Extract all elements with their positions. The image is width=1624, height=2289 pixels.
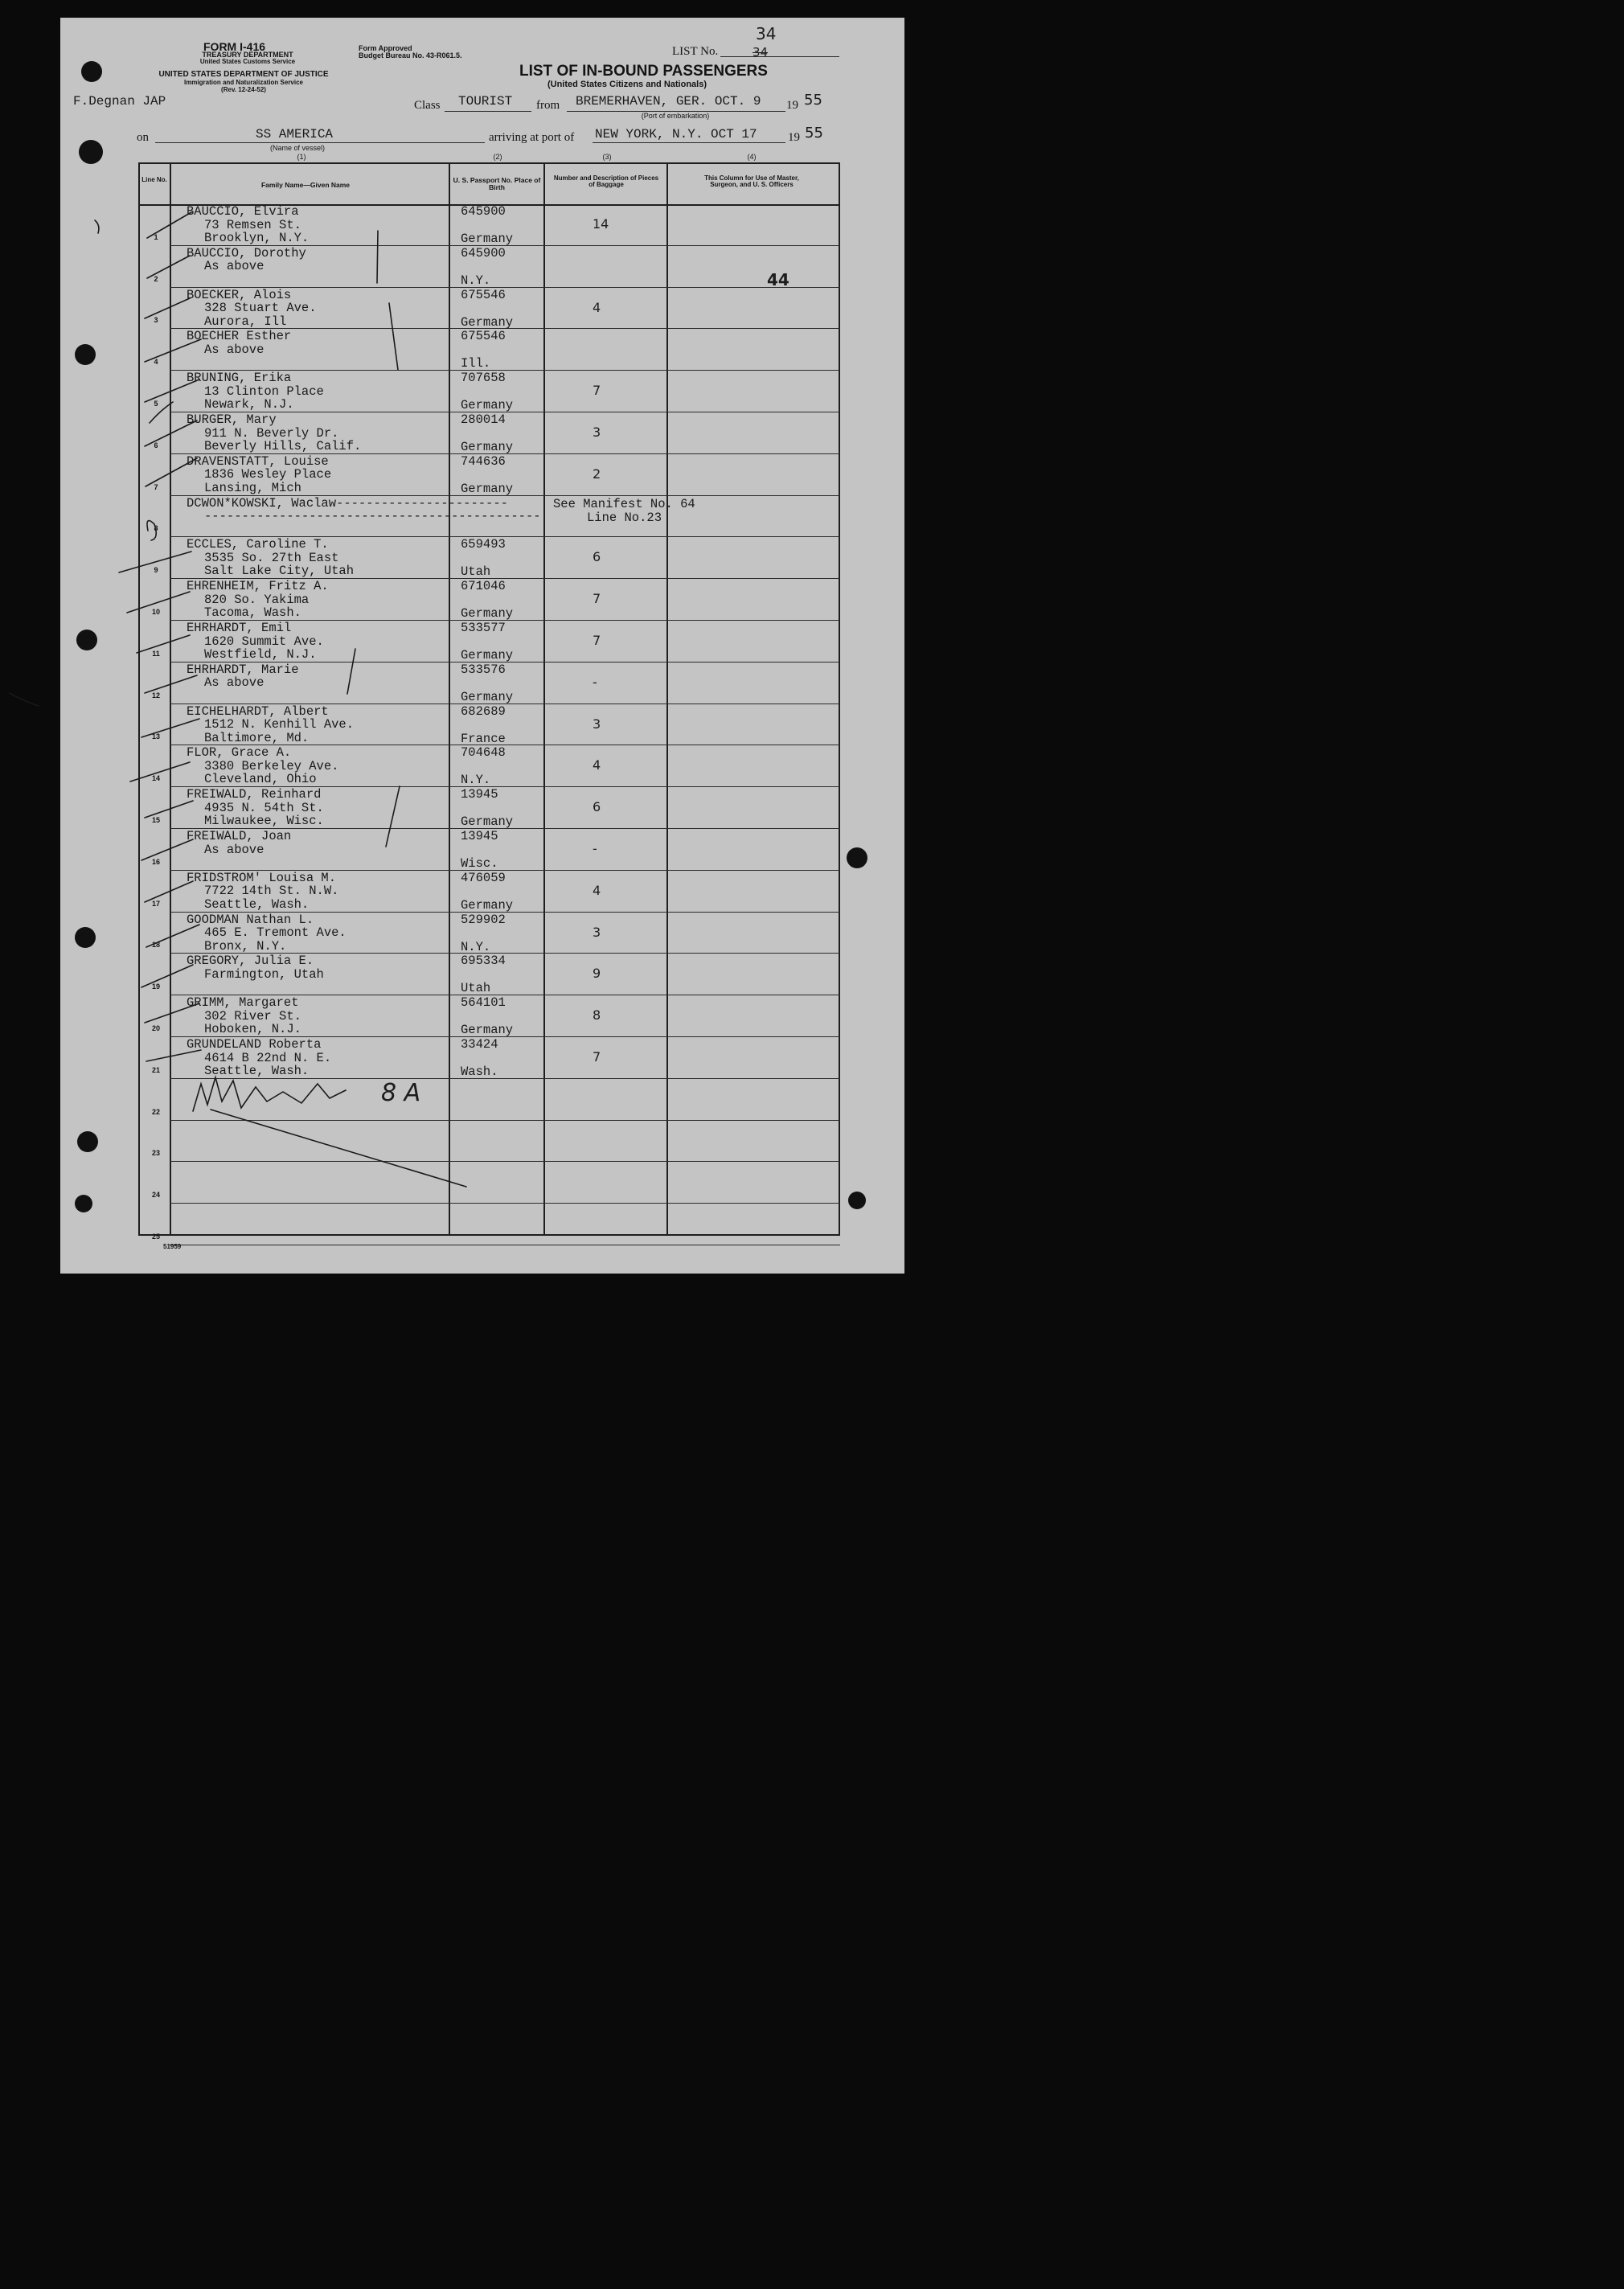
passport-number: 675546 [461,329,506,344]
baggage-count: 7 [593,633,601,648]
place-of-birth: Germany [461,1023,514,1038]
passenger-name: FLOR, Grace A. [187,745,292,761]
row-line-no: 16 [151,857,160,866]
baggage-count: 4 [593,757,601,773]
immigration-service: Immigration and Naturalization Service [183,79,304,86]
passenger-address: Baltimore, Md. [204,730,310,745]
officer-mark: 44 [767,270,789,289]
place-of-birth: Germany [461,897,514,913]
passenger-address: --------------------------------------------- [204,509,541,524]
passport-number: 671046 [461,579,506,594]
passport-number: 529902 [461,912,506,927]
passenger-address: 911 N. Beverly Dr. [204,425,339,441]
baggage-count: 6 [593,549,601,565]
row-line-no: 20 [151,1024,160,1032]
passenger-name: GOODMAN Nathan L. [187,912,314,927]
baggage-count: 3 [593,924,601,940]
row-line-no: 22 [151,1107,160,1116]
passport-number: 682689 [461,704,506,719]
page-subtitle: (United States Citizens and Nationals) [547,80,707,89]
passport-number: 33424 [461,1037,498,1052]
passenger-address: Aurora, Ill [204,314,287,329]
passport-number: 13945 [461,787,498,802]
baggage-count: 6 [593,799,601,815]
vessel-name: SS AMERICA [256,127,334,142]
passenger-name: EICHELHARDT, Albert [187,704,329,719]
place-of-birth: France [461,731,506,746]
arrival-value: NEW YORK, N.Y. OCT 17 [595,127,757,142]
passenger-address: 1512 N. Kenhill Ave. [204,717,355,732]
place-of-birth: N.Y. [461,939,491,954]
row-line-no: 10 [151,608,160,616]
passenger-address: As above [204,259,265,274]
footer-form-number: 51959 [163,1243,182,1250]
place-of-birth: Germany [461,648,514,662]
passenger-name: BAUCCIO, Dorothy [187,245,306,260]
passport-number: 533577 [461,621,506,635]
passenger-name: GREGORY, Julia E. [187,954,314,969]
col-num-2: (2) [493,153,502,161]
passenger-address: 302 River St. [204,1008,301,1023]
list-no-handwritten: 34 [756,24,777,43]
row-line-no: 11 [152,649,160,658]
row-line-no: 13 [151,732,160,741]
passenger-name: DCWON*KOWSKI, Waclaw----------------------- [187,495,508,511]
passenger-name: EHRENHEIM, Fritz A. [187,579,329,594]
passenger-name: ECCLES, Caroline T. [187,537,329,552]
baggage-count: 14 [593,216,609,232]
passenger-address: 328 Stuart Ave. [204,301,317,316]
passenger-address: Seattle, Wash. [204,896,310,912]
header-line-no: Line No. [141,176,167,183]
passenger-address: 13 Clinton Place [204,384,324,399]
row-line-no: 18 [151,941,160,950]
page-title: LIST OF IN-BOUND PASSENGERS [519,63,768,80]
row-line-no: 5 [154,400,158,408]
passenger-address: 3535 So. 27th East [204,550,339,565]
header-passport: U. S. Passport No. Place of Birth [453,176,541,191]
row-line-no: 8 [154,524,158,533]
place-of-birth: N.Y. [461,773,491,788]
baggage-count: 4 [593,882,601,898]
passenger-address: Beverly Hills, Calif. [204,439,362,453]
row-line-no: 1 [154,232,158,241]
arrival-year-prefix: 19 [788,131,800,144]
passenger-name: FRIDSTROM' Louisa M. [187,870,337,885]
passenger-address: Milwaukee, Wisc. [204,814,324,829]
place-of-birth: Germany [461,689,514,704]
row-line-no: 6 [154,441,158,449]
passenger-name: FREIWALD, Reinhard [187,787,322,802]
arrival-year: 55 [805,125,823,142]
baggage-count: 7 [593,1049,601,1065]
baggage-count: 3 [593,716,601,732]
passenger-name: DRAVENSTATT, Louise [187,453,329,469]
customs-service: United States Customs Service [199,58,296,65]
passenger-name: BURGER, Mary [187,412,277,427]
passport-number: 645900 [461,204,506,219]
row-line-no: 12 [151,691,160,699]
passenger-address: Tacoma, Wash. [204,605,301,621]
row-line-no: 17 [151,899,160,908]
row-line-no: 7 [154,482,158,491]
budget-bureau: Budget Bureau No. 43-R061.5. [359,51,462,59]
row-line-no: 25 [151,1233,160,1241]
passenger-name: GRUNDELAND Roberta [187,1037,322,1052]
row-line-no: 9 [154,566,158,575]
baggage-count: - [593,674,597,690]
place-of-birth: Germany [461,606,514,621]
passport-number: 645900 [461,245,506,260]
passenger-name: EHRHARDT, Emil [187,621,292,635]
passenger-name: BOECHER Esther [187,329,292,344]
passenger-address: 4935 N. 54th St. [204,800,324,815]
passport-number: 695334 [461,954,506,969]
place-of-birth: Germany [461,814,514,830]
total-handwritten: 8 A [381,1079,421,1107]
passenger-address: Bronx, N.Y. [204,938,287,954]
place-of-birth: Germany [461,440,514,454]
row-line-no: 2 [154,274,158,283]
col-num-1: (1) [297,153,306,161]
list-no-value: 34 [753,45,769,59]
passenger-address: As above [204,675,265,691]
baggage-count: 3 [593,425,601,440]
place-of-birth: Germany [461,398,514,413]
from-label: from [536,99,560,112]
passenger-address: As above [204,842,265,857]
row-line-no: 14 [151,774,160,783]
class-value: TOURIST [458,94,513,109]
baggage-count: 9 [593,966,601,982]
passenger-name: FREIWALD, Joan [187,829,292,843]
passenger-address: 3380 Berkeley Ave. [204,758,339,773]
passenger-name: BOECKER, Alois [187,287,292,302]
col-num-3: (3) [602,153,612,161]
header-officers: This Column for Use of Master, Surgeon, and U. S. Officers [704,174,799,189]
place-of-birth: Utah [461,564,491,580]
passport-number: 707658 [461,371,506,386]
vessel-caption: (Name of vessel) [269,144,326,152]
place-of-birth: Wash. [461,1065,498,1079]
passenger-address: Cleveland, Ohio [204,772,317,787]
passport-number: 564101 [461,995,506,1011]
from-value: BREMERHAVEN, GER. OCT. 9 [576,94,761,109]
passport-number: 659493 [461,537,506,552]
passenger-address: 1836 Wesley Place [204,467,332,482]
col-num-4: (4) [747,153,757,161]
place-of-birth: N.Y. [461,273,491,288]
baggage-count: 7 [593,591,601,607]
row-line-no: 23 [151,1149,160,1158]
place-of-birth: Germany [461,481,514,496]
place-of-birth: Germany [461,232,514,246]
row-line-no: 4 [154,358,158,367]
passport-number: 704648 [461,745,506,761]
passenger-name: GRIMM, Margaret [187,995,299,1011]
port-of-embarkation-caption: (Port of embarkation) [641,112,710,120]
passport-number: 476059 [461,870,506,885]
passport-number: 744636 [461,453,506,469]
passenger-address: 465 E. Tremont Ave. [204,925,347,941]
from-year-prefix: 19 [786,99,798,112]
place-of-birth: Utah [461,981,491,996]
passport-number: 533576 [461,662,506,677]
passenger-address: Farmington, Utah [204,966,324,982]
treasury-department: TREASURY DEPARTMENT [202,51,293,59]
passenger-address: Hoboken, N.J. [204,1022,301,1037]
passenger-address: As above [204,342,265,357]
place-of-birth: Wisc. [461,856,498,871]
passport-number: 675546 [461,287,506,302]
from-year: 55 [804,92,822,109]
row-line-no: 15 [151,816,160,824]
class-label: Class [414,99,441,112]
passenger-address: Westfield, N.J. [204,647,317,662]
passenger-name: BAUCCIO, Elvira [187,204,299,219]
passport-number: 280014 [461,412,506,427]
form-approved: Form Approved [359,44,412,52]
baggage-count: 8 [593,1007,601,1023]
passenger-address: Lansing, Mich [204,480,301,495]
row-line-no: 21 [151,1065,160,1074]
passport-number: 13945 [461,829,498,843]
passenger-address: 7722 14th St. N.W. [204,884,339,899]
passenger-name: EHRHARDT, Marie [187,662,299,677]
passenger-address: Salt Lake City, Utah [204,564,355,579]
baggage-count: 2 [593,466,601,482]
list-no-label: LIST No. [672,45,719,58]
row-line-no: 24 [151,1191,160,1200]
baggage-note: Line No.23 [587,510,662,525]
passenger-name: BRUNING, Erika [187,371,292,386]
on-label: on [137,131,149,144]
arriving-label: arriving at port of [489,131,575,144]
passenger-address: 820 So. Yakima [204,592,310,607]
passenger-address: Seattle, Wash. [204,1064,310,1078]
passenger-address: Brooklyn, N.Y. [204,231,310,245]
revision-date: (Rev. 12-24-52) [221,86,266,93]
place-of-birth: Ill. [461,356,491,371]
passenger-address: 4614 B 22nd N. E. [204,1050,332,1065]
handwriting-marks [0,0,913,1286]
row-line-no: 3 [154,316,158,325]
passenger-address: 1620 Summit Ave. [204,634,324,649]
baggage-count: - [593,841,597,856]
baggage-count: 7 [593,383,601,399]
baggage-count: See Manifest No. 64 [553,496,695,511]
justice-department: UNITED STATES DEPARTMENT OF JUSTICE [158,70,329,79]
header-name: Family Name—Given Name [260,181,351,189]
clerk-name: F.Degnan JAP [73,94,166,109]
form-number: FORM I-416 [203,40,266,53]
baggage-count: 4 [593,299,601,315]
passenger-address: 73 Remsen St. [204,217,301,232]
row-line-no: 19 [151,982,160,991]
passenger-address: Newark, N.J. [204,397,294,412]
place-of-birth: Germany [461,314,514,330]
header-baggage: Number and Description of Pieces of Baggage [553,174,659,189]
